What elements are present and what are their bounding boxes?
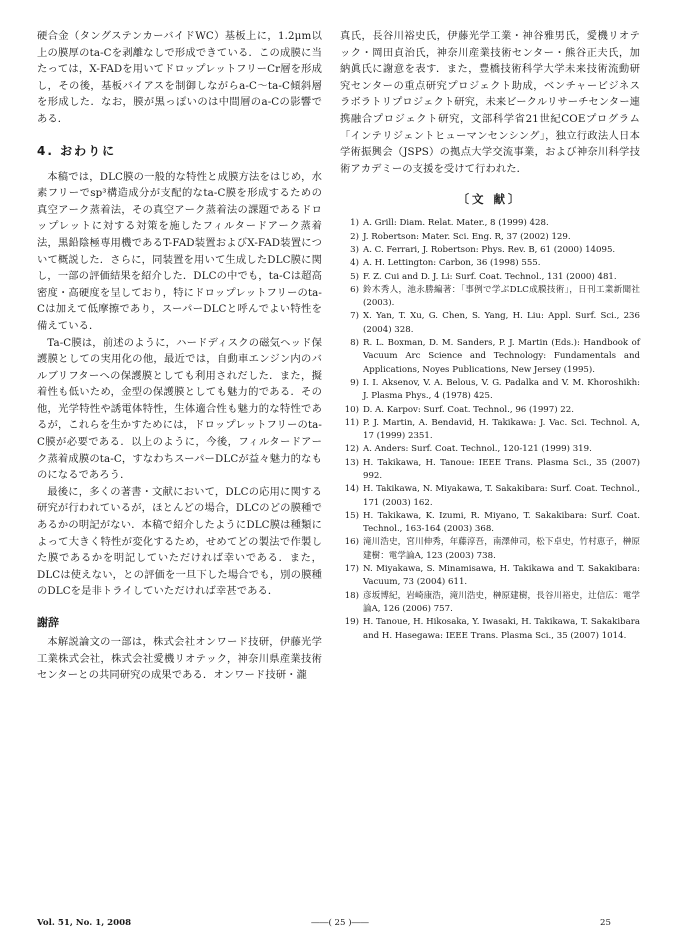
reference-item	[340, 563, 640, 590]
reference-number: 16)	[344, 537, 359, 548]
reference-text: H. Tanoue, H. Hikosaka, Y. Iwasaki, H. Takikawa, T. Sakakibara and H. Hasegawa: IEEE Trans. Plasma Sci., 35 (2007) 1014.	[363, 617, 640, 641]
reference-number: 4)	[350, 258, 359, 269]
reference-item	[340, 244, 640, 257]
reference-item	[340, 377, 640, 404]
reference-item	[340, 616, 640, 643]
reference-text: R. L. Boxman, D. M. Sanders, P. J. Martin (Eds.): Handbook of Vacuum Arc Science and Technology: Fundamentals and Applications, Noyes Publications, New Jersey (1995).	[363, 338, 640, 375]
footer-page-number: 25	[600, 918, 611, 928]
reference-number: 15)	[344, 510, 359, 521]
reference-item	[340, 457, 640, 484]
reference-number: 7)	[350, 311, 359, 322]
reference-item	[340, 231, 640, 244]
reference-item	[340, 337, 640, 377]
reference-number: 8)	[350, 338, 359, 349]
section-heading: 4. おわりに	[37, 143, 117, 158]
reference-item	[340, 590, 640, 617]
reference-number: 5)	[350, 271, 359, 282]
reference-item	[340, 536, 640, 563]
reference-number: 11)	[344, 417, 359, 428]
reference-number: 17)	[344, 564, 359, 575]
reference-number: 6)	[350, 284, 359, 295]
reference-number: 18)	[344, 590, 359, 601]
reference-text: H. Takikawa, H. Tanoue: IEEE Trans. Plasma Sci., 35 (2007) 992.	[363, 457, 640, 481]
reference-item	[340, 310, 640, 337]
reference-item	[340, 271, 640, 284]
right-column	[340, 28, 640, 643]
reference-text: A. Anders: Surf. Coat. Technol., 120-121 (1999) 319.	[363, 444, 592, 455]
reference-item	[340, 417, 640, 444]
intro-paragraph: 硬合金（タングステンカーバイドWC）基板上に，1.2μm以上の膜厚のta-Cを剥離なしで形成できている．この成膜に当たっては，X-FADを用いてドロップレットフリーCr層を形成し，その後，基板バイアスを制御しながらa-C～ta-C傾斜層を形成した．なお，膜が黒っぽいのは中間層のa-Cの影響である．	[37, 30, 322, 125]
reference-text: N. Miyakawa, S. Minamisawa, H. Takikawa and T. Sakakibara: Vacuum, 73 (2004) 611.	[363, 564, 640, 588]
reference-item	[340, 483, 640, 510]
conclusion-paragraph: 本稿では，DLC膜の一般的な特性と成膜方法をはじめ，水素フリーでsp³構造成分が支配的なta-C膜を形成するための真空アーク蒸着法，その真空アーク蒸着法の課題であるドロップレットに対する対策を施したフィルタードアーク蒸着法，黒鉛陰極専用機であるT-FAD装置およびX-FAD装置について概説した．さらに，同装置を用いて生成したDLC膜に関し，一部の評価結果を紹介した．DLCの中でも，ta-Cは超高密度・高硬度を呈しており，特にドロップレットフリーのta-Cは加えて低摩擦であり，スーパーDLCと呼んでよい特性を備えている．	[37, 170, 322, 332]
reference-text: A. H. Lettington: Carbon, 36 (1998) 555.	[363, 258, 541, 269]
reference-item	[340, 217, 640, 230]
reference-number: 1)	[350, 218, 359, 229]
reference-text: 鈴木秀人，池永勝編著：「事例で学ぶDLC成膜技術」，日刊工業新聞社 (2003).	[363, 284, 640, 309]
reference-text: A. Grill: Diam. Relat. Mater., 8 (1999) 428.	[363, 218, 549, 229]
reference-number: 2)	[350, 231, 359, 242]
reference-number: 12)	[344, 444, 359, 455]
conclusion-paragraph: 最後に，多くの著書・文献において，DLCの応用に関する研究が行われているが，ほとんどの場合，DLCのどの膜種であるかの明記がない．本稿で紹介したようにDLC膜は種類によって大きく特性が変化するため，せめてどの製法で作製した膜であるかを明記していただければ幸いである．また，DLCは使えない，との評価を一旦下した場合でも，別の膜種のDLCを是非トライしていただければ幸甚である．	[37, 485, 322, 598]
footer-center-page: ――( 25 )――	[311, 918, 369, 928]
reference-text: J. Robertson: Mater. Sci. Eng. R, 37 (2002) 129.	[363, 231, 571, 242]
reference-item	[340, 510, 640, 537]
reference-item	[340, 284, 640, 311]
reference-number: 10)	[344, 404, 359, 415]
reference-text: P. J. Martin, A. Bendavid, H. Takikawa: J. Vac. Sci. Technol. A, 17 (1999) 2351.	[363, 417, 640, 442]
reference-text: F. Z. Cui and D. J. Li: Surf. Coat. Technol., 131 (2000) 481.	[363, 271, 617, 282]
reference-text: 彦坂博紀，岩崎康浩，滝川浩史，榊原建樹，長谷川裕史，辻信広：電学論A, 126 (2006) 757.	[363, 590, 640, 614]
ack-paragraph: 本解説論文の一部は，株式会社オンワード技研，伊藤光学工業株式会社，株式会社愛機リオテック，神奈川県産業技術センターとの共同研究の成果である．オンワード技研・瀧	[37, 636, 322, 682]
conclusion-paragraph: Ta-C膜は，前述のように，ハードディスクの磁気ヘッド保護膜としての実用化の他，最近では，自動車エンジン内のバルブリフターへの保護膜としても利用されだした．また，擬着性も低いため，金型の保護膜としても魅力的である．その他，光学特性や誘電体特性，生体適合性も魅力的な特性であるが，これらを生かすためには，ドロップレットフリーのta-C膜が必要である．以上のように，今後，フィルタードアーク蒸着成膜のta-C，すなわちスーパーDLCが益々魅力的なものになるであろう．	[37, 336, 322, 482]
references-heading: 〔文 献〕	[457, 192, 523, 207]
reference-text: A. C. Ferrari, J. Robertson: Phys. Rev. B, 61 (2000) 14095.	[363, 244, 616, 255]
reference-text: D. A. Karpov: Surf. Coat. Technol., 96 (1997) 22.	[363, 404, 574, 415]
reference-number: 3)	[350, 244, 359, 255]
reference-number: 19)	[344, 617, 359, 628]
reference-item	[340, 443, 640, 456]
reference-item	[340, 257, 640, 270]
ack-heading: 謝辞	[37, 616, 59, 629]
ack-continuation: 真氏，長谷川裕史氏，伊藤光学工業・神谷雅男氏，愛機リオテック・岡田貞治氏，神奈川産業技術センター・熊谷正夫氏，加納眞氏に謝意を表す．また，豊橋技術科学大学未来技術流動研究センターの重点研究プロジェクト助成，ベンチャービジネスラボラトリプロジェクト研究，未来ビークルリサーチセンター連携融合プロジェクト研究，文部科学省21世紀COEプログラム「インテリジェントヒューマンセンシング」，独立行政法人日本学術振興会（JSPS）の拠点大学交流事業，および神奈川科学技術アカデミーの支援を受けて行われた．	[340, 30, 640, 175]
reference-text: H. Takikawa, K. Izumi, R. Miyano, T. Sakakibara: Surf. Coat. Technol., 163-164 (2003) 368.	[363, 510, 640, 535]
reference-text: I. I. Aksenov, V. A. Belous, V. G. Padalka and V. M. Khoroshikh: J. Plasma Phys., 4 (1978) 425.	[363, 377, 640, 402]
footer-journal: Vol. 51, No. 1, 2008	[37, 918, 132, 928]
reference-number: 13)	[344, 457, 359, 468]
references-list	[340, 217, 640, 643]
reference-number: 14)	[344, 484, 359, 495]
reference-item	[340, 404, 640, 417]
reference-number: 9)	[350, 377, 359, 388]
reference-text: H. Takikawa, N. Miyakawa, T. Sakakibara: Surf. Coat. Technol., 171 (2003) 162.	[363, 484, 640, 508]
reference-text: X. Yan, T. Xu, G. Chen, S. Yang, H. Liu: Appl. Surf. Sci., 236 (2004) 328.	[363, 311, 640, 335]
reference-text: 滝川浩史，宮川伸秀，年藤淳吾，南澤伸司，松下卓史，竹村恵子，榊原建樹：電学論A, 123 (2003) 738.	[363, 537, 640, 561]
left-column	[37, 28, 322, 684]
